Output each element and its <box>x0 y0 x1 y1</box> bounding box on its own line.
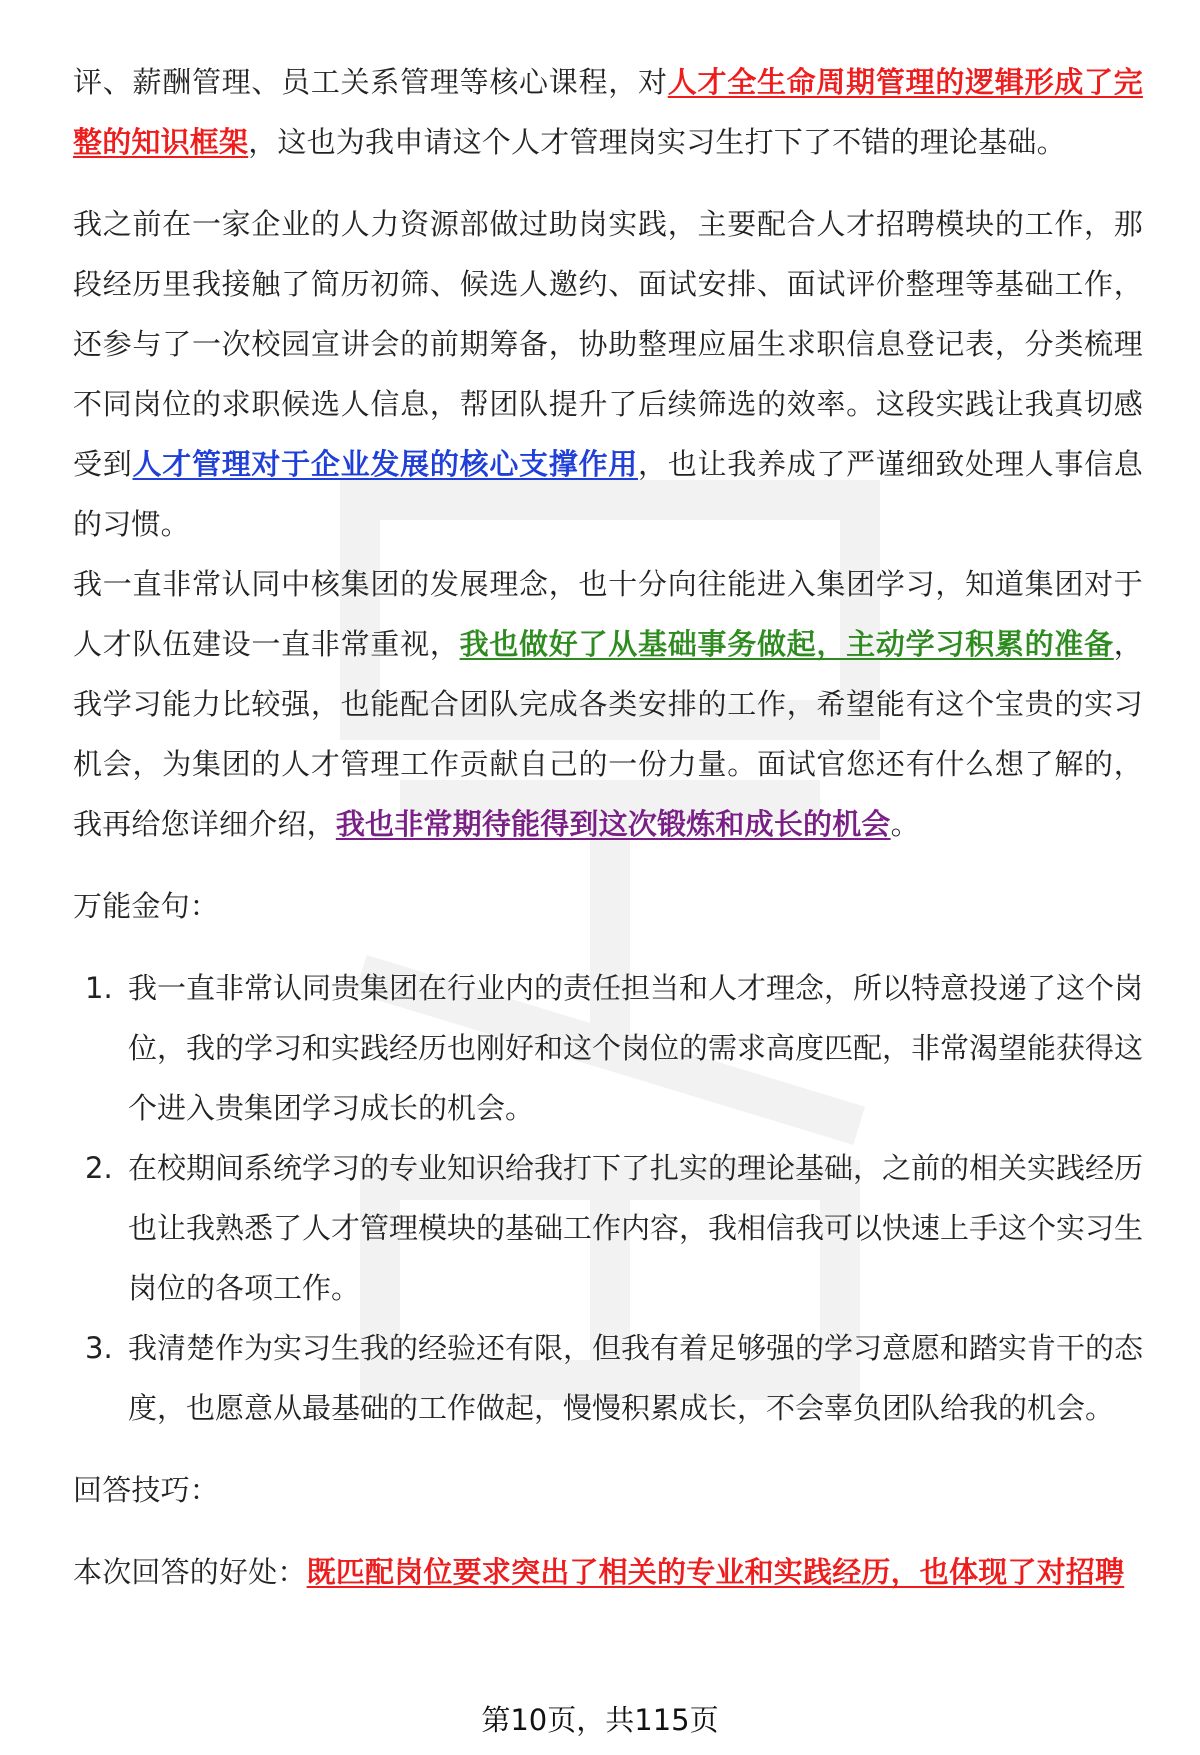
golden-sentence-list <box>73 958 1143 1438</box>
paragraph-education <box>73 52 1143 172</box>
paragraph-motivation <box>73 554 1143 854</box>
text-span: ，也让我养成了严谨细致处理人事信息的习惯。 <box>73 447 1144 541</box>
text-span: 评、薪酬管理、员工关系管理等核心课程，对 <box>73 65 668 99</box>
list-text: 我一直非常认同贵集团在行业内的责任担当和人才理念，所以特意投递了这个岗位，我的学习和实践经历也刚好和这个岗位的需求高度匹配，非常渴望能获得这个进入贵集团学习成长的机会。 <box>128 971 1144 1125</box>
highlight-blue: 人才管理对于企业发展的核心支撑作用 <box>132 447 639 481</box>
text-span: 我之前在一家企业的人力资源部做过助岗实践，主要配合人才招聘模块的工作，那段经历里我接触了简历初筛、候选人邀约、面试安排、面试评价整理等基础工作，还参与了一次校园宣讲会的前期筹备，协助整理应届生求职信息登记表，分类梳理不同岗位的求职候选人信息，帮团队提升了后续筛选的效率。这段实践让我真切感受到 <box>73 207 1143 481</box>
list-item <box>73 1138 1143 1318</box>
paragraph-practice <box>73 194 1143 554</box>
list-number: 2. <box>85 1151 113 1185</box>
text-span: 。 <box>890 807 920 841</box>
highlight-green: 我也做好了从基础事务做起，主动学习积累的准备 <box>459 627 1114 661</box>
highlight-red: 人才全生命周期管理的逻辑形成了完整的知识框架 <box>73 65 1143 159</box>
text-span: ，我学习能力比较强，也能配合团队完成各类安排的工作，希望能有这个宝贵的实习机会，为集团的人才管理工作贡献自己的一份力量。面试官您还有什么想了解的，我再给您详细介绍， <box>73 627 1143 841</box>
highlight-purple: 我也非常期待能得到这次锻炼和成长的机会 <box>335 807 891 841</box>
section-title-answer-tips: 回答技巧： <box>73 1473 220 1507</box>
section-title-golden-sentences: 万能金句： <box>73 889 220 923</box>
paragraph-benefits <box>73 1542 1143 1602</box>
list-item <box>73 1318 1143 1438</box>
list-text: 我清楚作为实习生我的经验还有限，但我有着足够强的学习意愿和踏实肯干的态度，也愿意从最基础的工作做起，慢慢积累成长，不会辜负团队给我的机会。 <box>128 1331 1144 1425</box>
highlight-red: 既匹配岗位要求突出了相关的专业和实践经历，也体现了对招聘 <box>306 1555 1125 1589</box>
text-span: ，这也为我申请这个人才管理岗实习生打下了不错的理论基础。 <box>248 125 1066 159</box>
text-span: 我一直非常认同中核集团的发展理念，也十分向往能进入集团学习，知道集团对于人才队伍建设一直非常重视， <box>73 567 1143 661</box>
list-item <box>73 958 1143 1138</box>
list-text: 在校期间系统学习的专业知识给我打下了扎实的理论基础，之前的相关实践经历也让我熟悉了人才管理模块的基础工作内容，我相信我可以快速上手这个实习生岗位的各项工作。 <box>128 1151 1144 1305</box>
list-number: 1. <box>85 971 113 1005</box>
text-span: 本次回答的好处： <box>73 1555 307 1589</box>
page-footer: 第10页，共115页 <box>481 1703 719 1737</box>
document-body <box>73 52 1143 1602</box>
list-number: 3. <box>85 1331 113 1365</box>
